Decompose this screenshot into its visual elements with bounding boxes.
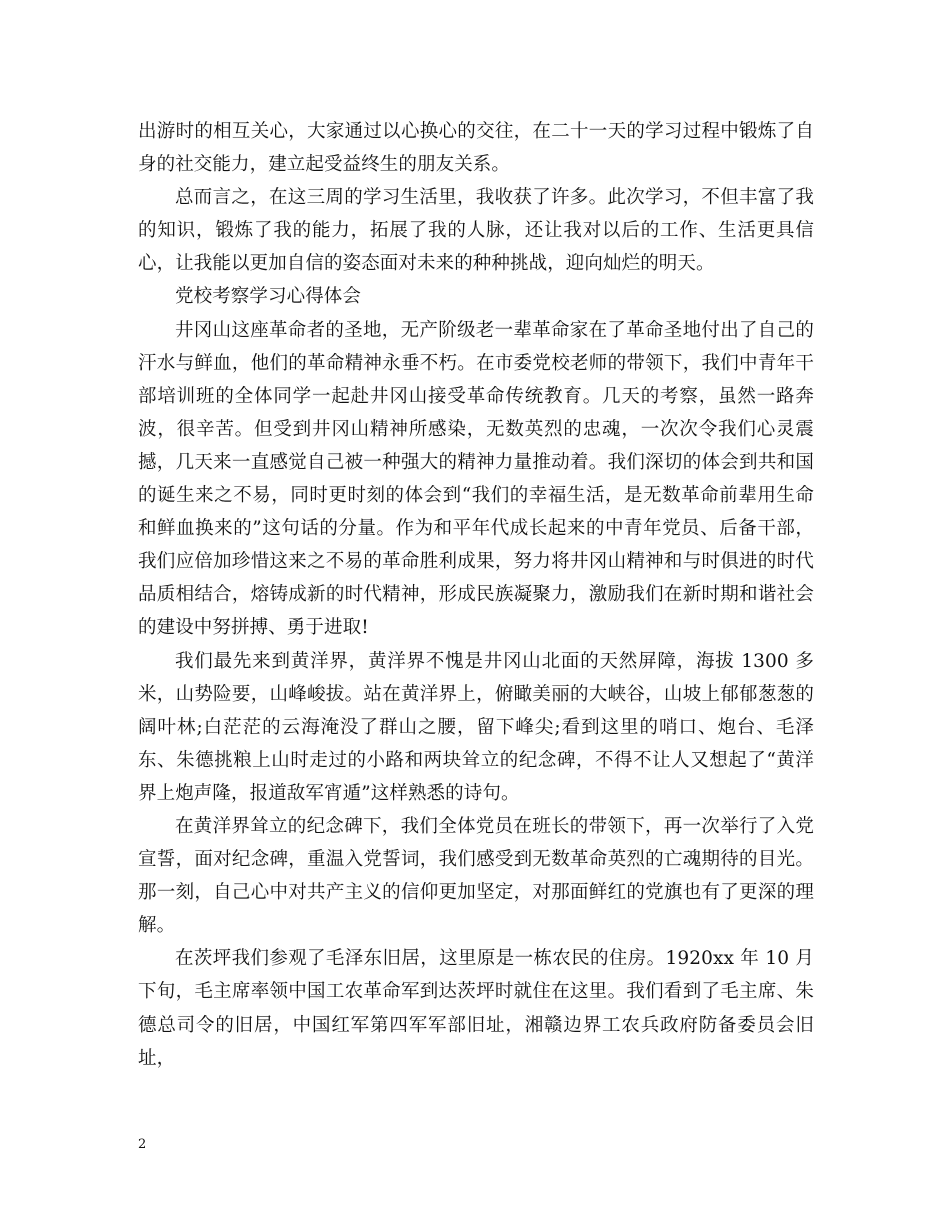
paragraph-2: 总而言之，在这三周的学习生活里，我收获了许多。此次学习，不但丰富了我的知识，锻炼了我的能力，拓展了我的人脉，还让我对以后的工作、生活更具信心，让我能以更加自信的姿态面对未来的种种挑战，迎向灿烂的明天。 — [138, 187, 814, 275]
paragraph-3: 井冈山这座革命者的圣地，无产阶级老一辈革命家在了革命圣地付出了自己的汗水与鲜血，他们的革命精神永垂不朽。在市委党校老师的带领下，我们中青年干部培训班的全体同学一起赴井冈山接受革命传统教育。几天的考察，虽然一路奔波，很辛苦。但受到井冈山精神所感染，无数英烈的忠魂，一次次令我们心灵震撼，几天来一直感觉自己被一种强大的精神力量推动着。我们深切的体会到共和国的诞生来之不易，同时更时刻的体会到“我们的幸福生活，是无数革命前辈用生命和鲜血换来的”这句话的分量。作为和平年代成长起来的中青年党员、后备干部，我们应倍加珍惜这来之不易的革命胜利成果，努力将井冈山精神和与时俱进的时代品质相结合，熔铸成新的时代精神，形成民族凝聚力，激励我们在新时期和谐社会的建设中努拼搏、勇于进取! — [138, 319, 814, 639]
document-body — [138, 115, 814, 1075]
section-heading: 党校考察学习心得体会 — [175, 286, 362, 308]
paragraph-4: 我们最先来到黄洋界，黄洋界不愧是井冈山北面的天然屏障，海拔 1300 多米，山势险要，山峰峻拔。站在黄洋界上，俯瞰美丽的大峡谷，山坡上郁郁葱葱的阔叶林;白茫茫的云海淹没了群山之腰，留下峰尖;看到这里的哨口、炮台、毛泽东、朱德挑粮上山时走过的小路和两块耸立的纪念碑，不得不让人又想起了“黄洋界上炮声隆，报道敌军宵遁”这样熟悉的诗句。 — [138, 650, 814, 804]
paragraph-1: 出游时的相互关心，大家通过以心换心的交往，在二十一天的学习过程中锻炼了自身的社交能力，建立起受益终生的朋友关系。 — [138, 121, 814, 176]
paragraph-5: 在黄洋界耸立的纪念碑下，我们全体党员在班长的带领下，再一次举行了入党宣誓，面对纪念碑，重温入党誓词，我们感受到无数革命英烈的亡魂期待的目光。那一刻，自己心中对共产主义的信仰更加坚定，对那面鲜红的党旗也有了更深的理解。 — [138, 815, 814, 937]
page-number: 2 — [138, 1137, 147, 1152]
paragraph-6: 在茨坪我们参观了毛泽东旧居，这里原是一栋农民的住房。1920xx 年 10 月下旬，毛主席率领中国工农革命军到达茨坪时就住在这里。我们看到了毛主席、朱德总司令的旧居，中国红军第四军军部旧址，湘赣边界工农兵政府防备委员会旧址， — [138, 948, 814, 1069]
